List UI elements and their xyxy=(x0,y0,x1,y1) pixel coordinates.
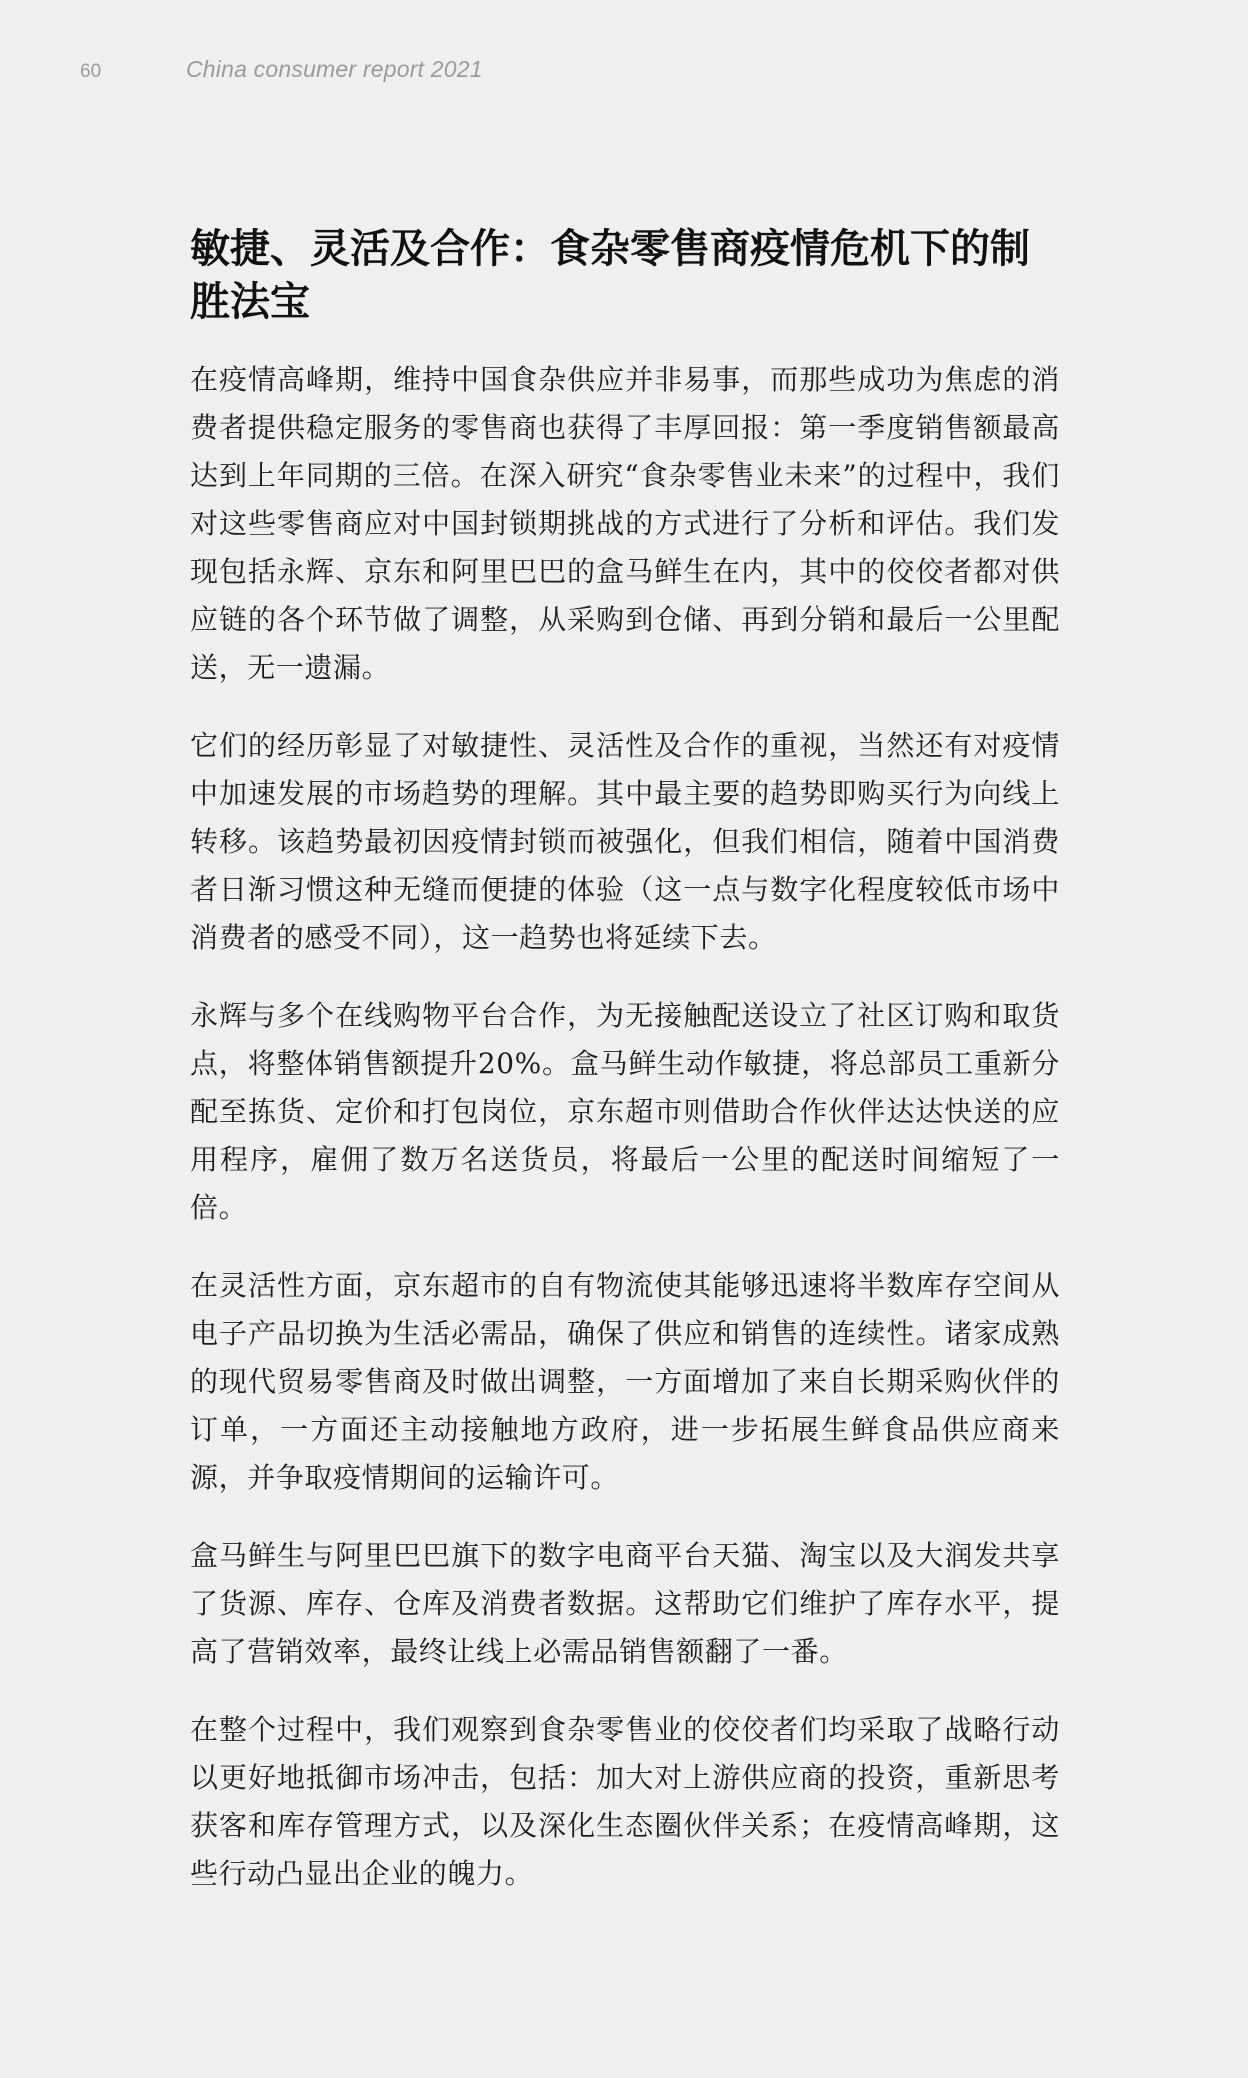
paragraph-5: 盒马鲜生与阿里巴巴旗下的数字电商平台天猫、淘宝以及大润发共享了货源、库存、仓库及消费者数据。这帮助它们维护了库存水平，提高了营销效率，最终让线上必需品销售额翻了一番。 xyxy=(190,1539,1060,1668)
paragraph-1: 在疫情高峰期，维持中国食杂供应并非易事，而那些成功为焦虑的消费者提供稳定服务的零售商也获得了丰厚回报：第一季度销售额最高达到上年同期的三倍。在深入研究“食杂零售业未来”的过程中，我们对这些零售商应对中国封锁期挑战的方式进行了分析和评估。我们发现包括永辉、京东和阿里巴巴的盒马鲜生在内，其中的佼佼者都对供应链的各个环节做了调整，从采购到仓储、再到分销和最后一公里配送，无一遗漏。 xyxy=(190,363,1060,684)
paragraph-3: 永辉与多个在线购物平台合作，为无接触配送设立了社区订购和取货点，将整体销售额提升20%。盒马鲜生动作敏捷，将总部员工重新分配至拣货、定价和打包岗位，京东超市则借助合作伙伴达达快送的应用程序，雇佣了数万名送货员，将最后一公里的配送时间缩短了一倍。 xyxy=(190,999,1060,1224)
paragraph-4: 在灵活性方面，京东超市的自有物流使其能够迅速将半数库存空间从电子产品切换为生活必需品，确保了供应和销售的连续性。诸家成熟的现代贸易零售商及时做出调整，一方面增加了来自长期采购伙伴的订单，一方面还主动接触地方政府，进一步拓展生鲜食品供应商来源，并争取疫情期间的运输许可。 xyxy=(190,1269,1060,1494)
paragraph-2: 它们的经历彰显了对敏捷性、灵活性及合作的重视，当然还有对疫情中加速发展的市场趋势的理解。其中最主要的趋势即购买行为向线上转移。该趋势最初因疫情封锁而被强化，但我们相信，随着中国消费者日渐习惯这种无缝而便捷的体验（这一点与数字化程度较低市场中消费者的感受不同），这一趋势也将延续下去。 xyxy=(190,729,1060,954)
paragraph-6: 在整个过程中，我们观察到食杂零售业的佼佼者们均采取了战略行动以更好地抵御市场冲击，包括：加大对上游供应商的投资，重新思考获客和库存管理方式，以及深化生态圈伙伴关系；在疫情高峰期，这些行动凸显出企业的魄力。 xyxy=(190,1713,1060,1890)
report-title: China consumer report 2021 xyxy=(186,56,483,82)
running-header xyxy=(80,56,483,86)
article-title: 敏捷、灵活及合作：食杂零售商疫情危机下的制胜法宝 xyxy=(190,225,1030,325)
article xyxy=(190,222,1060,1928)
page-number: 60 xyxy=(80,61,102,82)
